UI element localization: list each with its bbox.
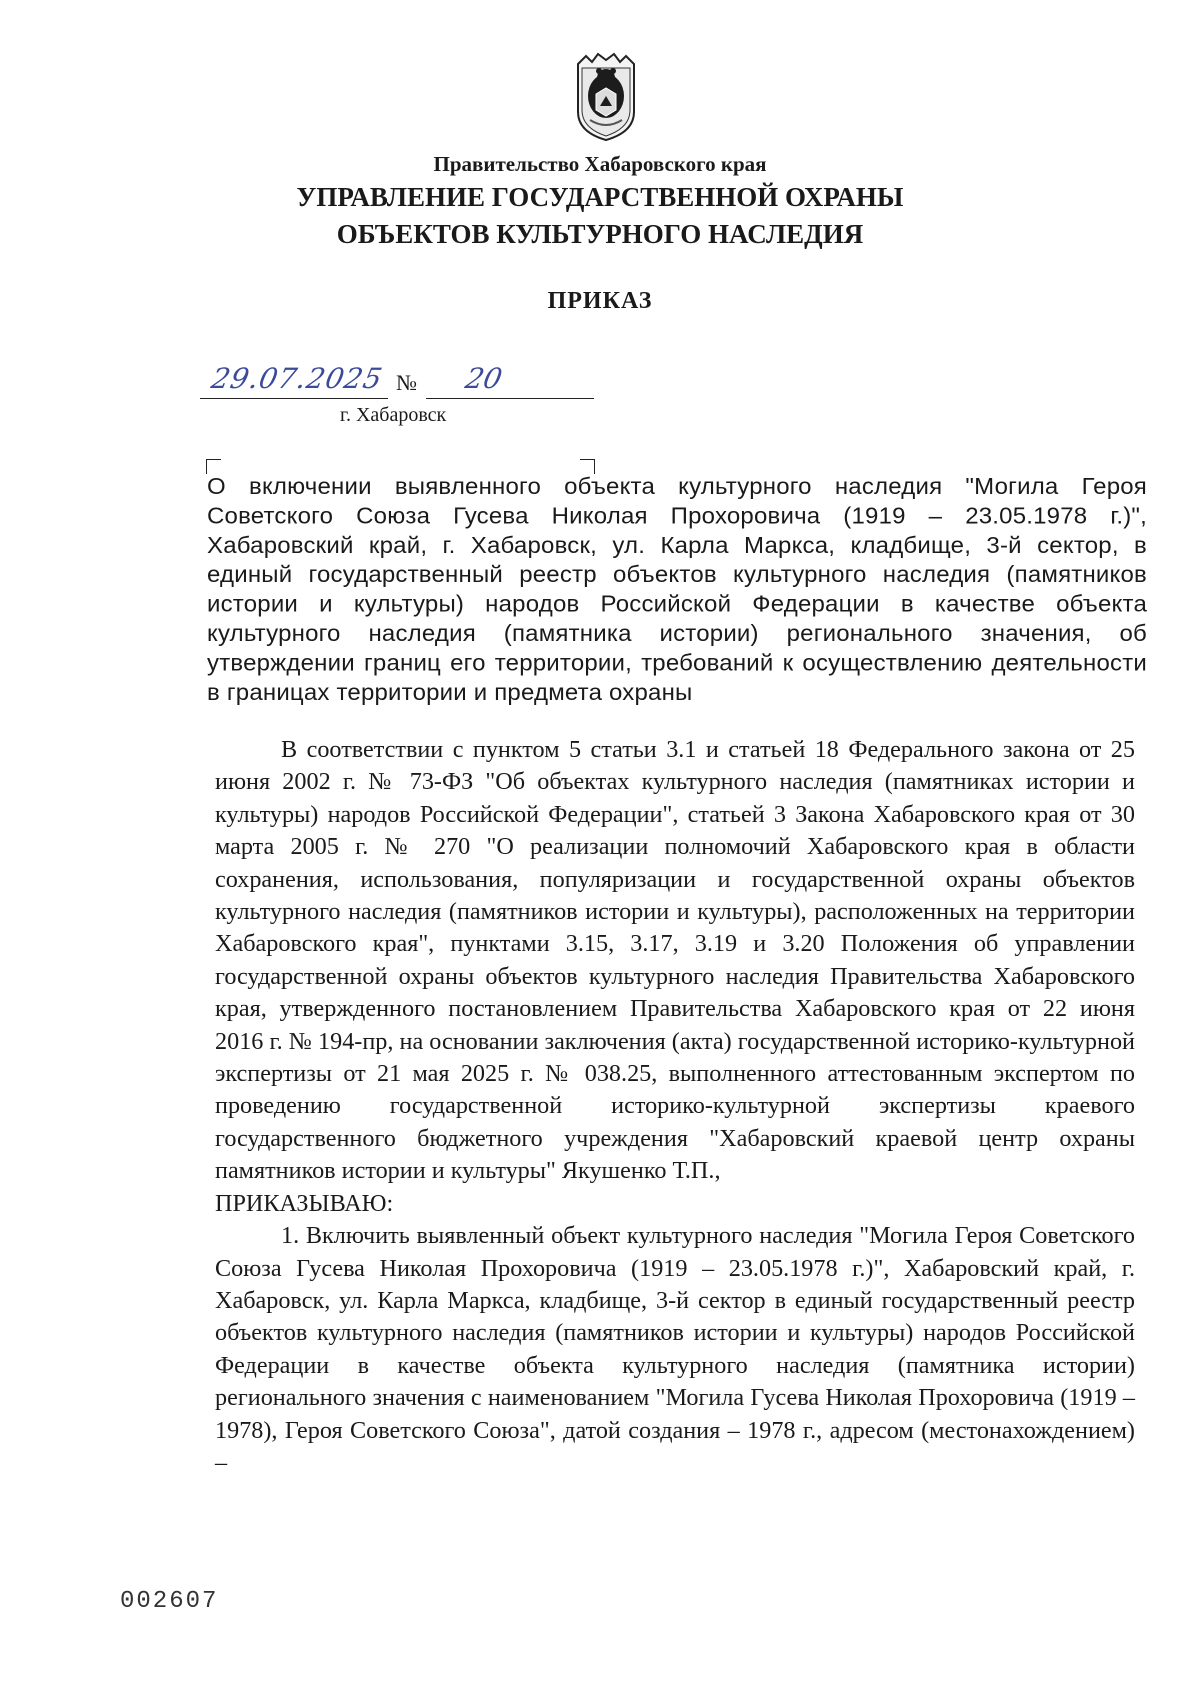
serial-number: 002607	[120, 1588, 219, 1615]
order-subject: О включении выявленного объекта культурного наследия "Могила Героя Советского Союза Гусева Николая Прохоровича (1919 – 23.05.1978 г.)", Хабаровский край, г. Хабаровск, ул. Карла Маркса, кладбище, 3-й сектор, в единый государственный реестр объектов культурного наследия (памятников истории и культуры) народов Российской Федерации в качестве объекта культурного наследия (памятника истории) регионального значения, об утверждении границ его территории, требований к осуществлению деятельности в границах территории и предмета охраны	[207, 473, 1147, 706]
government-name: Правительство Хабаровского края	[433, 152, 767, 176]
document-body	[215, 734, 1135, 1479]
coat-of-arms-emblem	[570, 50, 642, 142]
number-label: №	[396, 370, 417, 395]
city-name: г. Хабаровск	[340, 404, 447, 426]
registration-line	[200, 362, 610, 402]
date-underline	[200, 398, 388, 399]
preamble-paragraph: В соответствии с пунктом 5 статьи 3.1 и статьей 18 Федерального закона от 25 июня 2002 г. № 73-ФЗ "Об объектах культурного наследия (памятниках истории и культуры) народов Российской Федерации", статьей 3 Закона Хабаровского края от 30 марта 2005 г. № 270 "О реализации полномочий Хабаровского края в области сохранения, использования, популяризации и государственной охраны объектов культурного наследия (памятников истории и культуры), расположенных на территории Хабаровского края", пунктами 3.15, 3.17, 3.19 и 3.20 Положения об управлении государственной охраны объектов культурного наследия Правительства Хабаровского края, утвержденного постановлением Правительства Хабаровского края от 22 июня 2016 г. № 194-пр, на основании заключения (акта) государственной историко-культурной экспертизы от 21 мая 2025 г. № 038.25, выполненного аттестованным экспертом по проведению государственной историко-культурной экспертизы краевого государственного бюджетного учреждения "Хабаровский краевой центр охраны памятников истории и культуры" Якушенко Т.П.,	[215, 736, 1135, 1185]
department-name-line-1: УПРАВЛЕНИЕ ГОСУДАРСТВЕННОЙ ОХРАНЫ	[296, 182, 904, 212]
document-type-title: ПРИКАЗ	[547, 288, 653, 314]
number-underline	[426, 398, 594, 399]
order-word: ПРИКАЗЫВАЮ:	[215, 1189, 394, 1217]
handwritten-number: 20	[462, 362, 506, 395]
handwritten-date: 29.07.2025	[208, 362, 386, 395]
order-item-1: 1. Включить выявленный объект культурного наследия "Могила Героя Советского Союза Гусева Николая Прохоровича (1919 – 23.05.1978 г.)", Хабаровский край, г. Хабаровск, ул. Карла Маркса, кладбище, 3-й сектор в единый государственный реестр объектов культурного наследия (памятников истории и культуры) народов Российской Федерации в качестве объекта культурного наследия (памятника истории) регионального значения с наименованием "Могила Гусева Николая Прохоровича (1919 – 1978), Героя Советского Союза", датой создания – 1978 г., адресом (местонахождением) –	[215, 1222, 1135, 1476]
department-name-line-2: ОБЪЕКТОВ КУЛЬТУРНОГО НАСЛЕДИЯ	[336, 219, 864, 249]
